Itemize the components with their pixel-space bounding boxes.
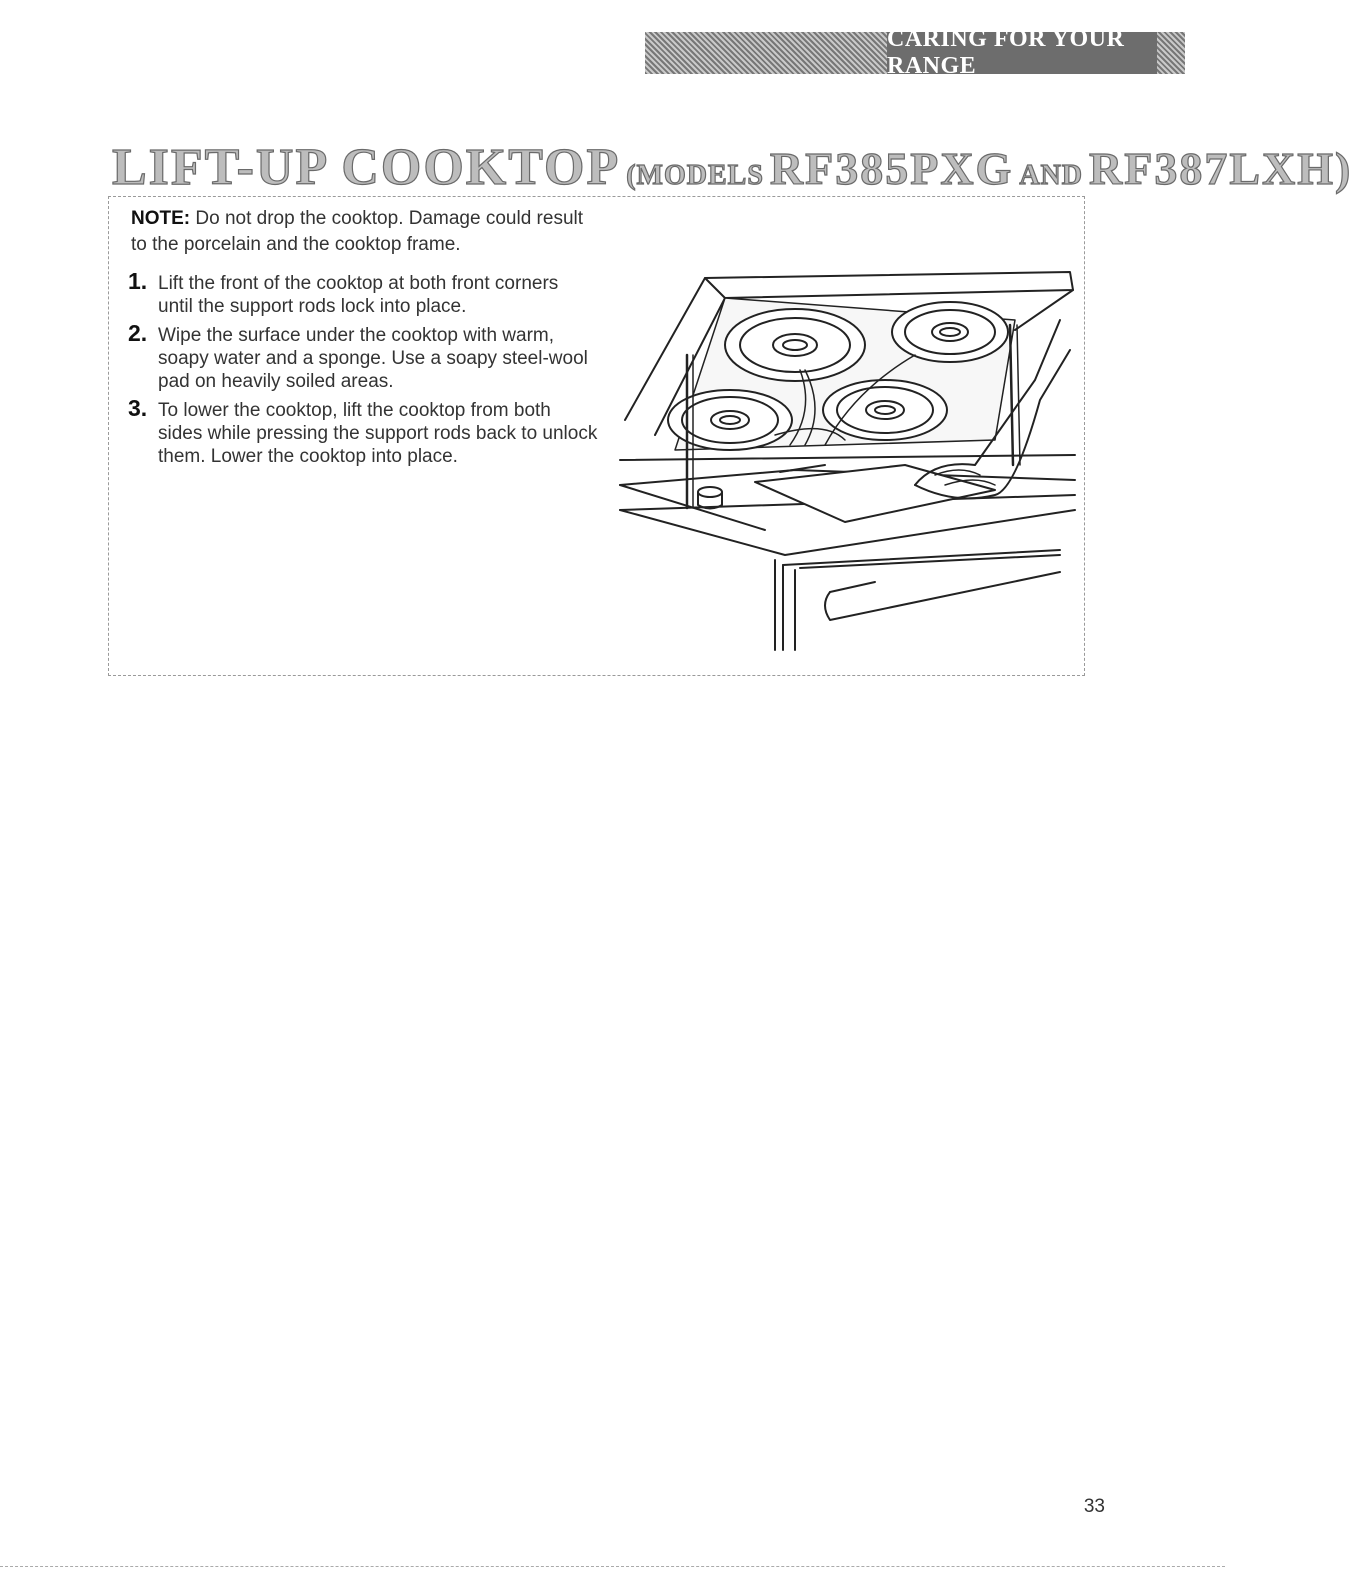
steps-list xyxy=(128,268,598,474)
note-text: Do not drop the cooktop. Damage could result to the porcelain and the cooktop frame. xyxy=(131,208,584,255)
section-header xyxy=(887,26,1157,79)
step-text: Lift the front of the cooktop at both front corners until the support rods lock into place. xyxy=(158,273,559,317)
page-title xyxy=(112,138,1352,197)
step-item xyxy=(128,395,598,468)
section-header-label: CARING FOR YOUR RANGE xyxy=(887,26,1125,79)
header-band xyxy=(645,26,1185,79)
step-item xyxy=(128,320,598,393)
step-text: Wipe the surface under the cooktop with warm, soapy water and a sponge. Use a soapy steel-wool pad on heavily soiled areas. xyxy=(158,325,588,392)
title-model-1: RF385PXG xyxy=(769,143,1014,194)
note-label: NOTE: xyxy=(131,208,191,229)
title-model-2: RF387LXH) xyxy=(1089,143,1352,194)
footer-rule xyxy=(0,1566,1225,1567)
step-item xyxy=(128,268,598,318)
step-number: 2. xyxy=(128,320,148,346)
page-number: 33 xyxy=(1083,1496,1105,1517)
title-main: LIFT-UP COOKTOP xyxy=(112,139,621,196)
note xyxy=(131,206,601,258)
cooktop-illustration xyxy=(615,260,1085,660)
title-models-word: (MODELS xyxy=(626,160,764,191)
step-text: To lower the cooktop, lift the cooktop from both sides while pressing the support rods back to unlock them. Lower the cooktop into place. xyxy=(158,400,598,467)
step-number: 3. xyxy=(128,395,148,421)
title-and-word: AND xyxy=(1019,160,1083,191)
step-number: 1. xyxy=(128,268,148,294)
